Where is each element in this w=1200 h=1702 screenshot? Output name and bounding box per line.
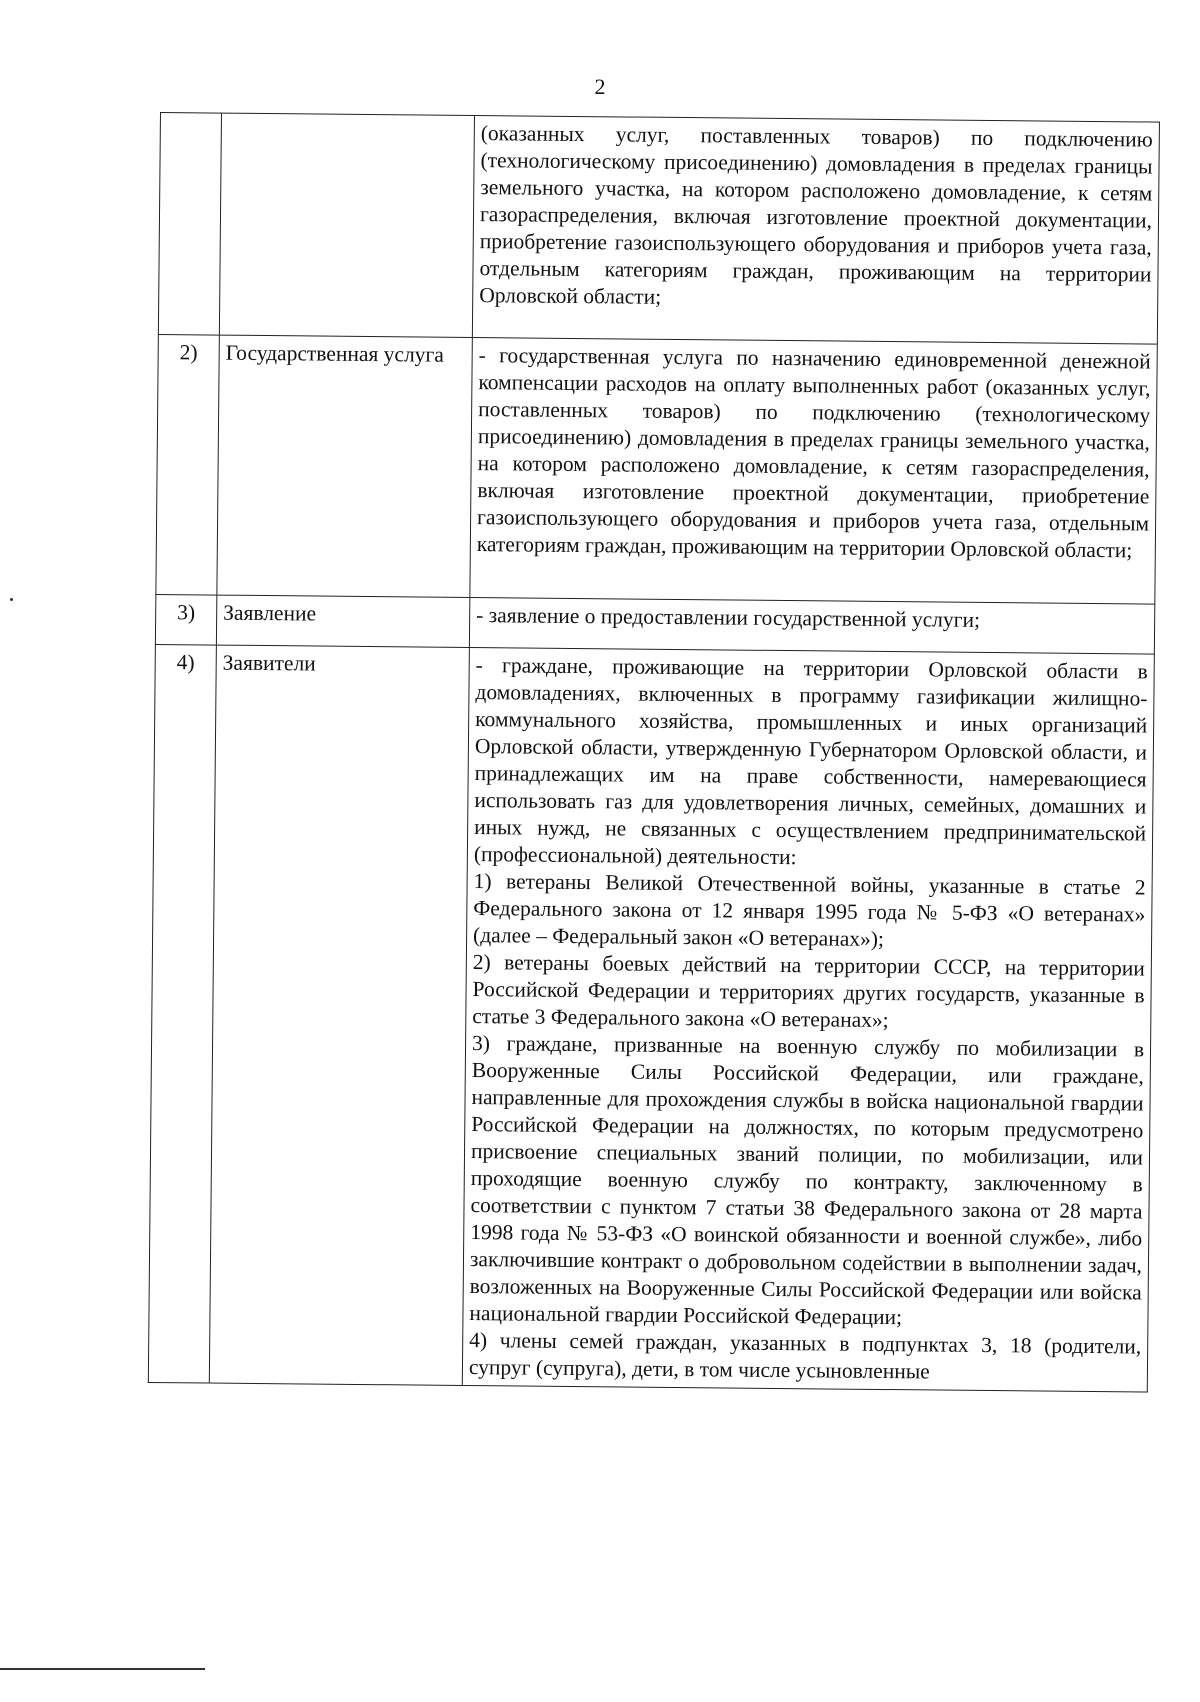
description-paragraph: - заявление о предоставлении государственной услуги;: [476, 603, 981, 632]
footnote-rule: [0, 1668, 205, 1670]
description-paragraph: 1) ветераны Великой Отечественной войны, указанные в статье 2 Федерального закона от 12 января 1995 года № 5-ФЗ «О ветеранах» (далее – Федеральный закон «О ветеранах»);: [472, 869, 1146, 951]
row-term: [219, 113, 474, 337]
page-number: 2: [594, 74, 606, 99]
row-number: 4): [148, 644, 216, 1383]
description-paragraph: - государственная услуга по назначению единовременной денежной компенсации расходов на оплату выполненных работ (оказанных услуг, поставленных товаров) по подключению (технологическому присоединению) домовладения в пределах границы земельного участка, на котором расположено домовладение, к сетям газораспределения, включая изготовление проектной документации, приобретение газоиспользующего оборудования и приборов учета газа, отдельным категориям граждан, проживающим на территории Орловской области;: [476, 343, 1151, 563]
row-number: [158, 113, 221, 336]
row-number: 2): [156, 334, 219, 595]
row-number: 3): [155, 594, 216, 645]
row-term: Заявление: [216, 595, 469, 647]
table-row: [148, 644, 1154, 1392]
row-description: [462, 647, 1154, 1392]
description-paragraph: - граждане, проживающие на территории Орловской области в домовладениях, включенных в программу газификации жилищно-коммунального хозяйства, промышленных и иных организаций Орловской области, утвержденную Губернатором Орловской области, и принадлежащих им на праве собственности, намеревающиеся использовать газ для удовлетворения личных, семейных, домашних и иных нужд, не связанных с осуществлением предпринимательской (профессиональной) деятельности:: [473, 653, 1148, 870]
table-row: [156, 334, 1157, 604]
row-description: [472, 116, 1159, 345]
row-description: [469, 597, 1154, 654]
description-paragraph: (оказанных услуг, поставленных товаров) по подключению (технологическому присоединению) домовладения в пределах границы земельного участка, на котором расположено домовладение, к сетям газораспределения, включая изготовление проектной документации, приобретение газоиспользующего оборудования и приборов учета газа, отдельным категориям граждан, проживающим на территории Орловской области;: [479, 121, 1153, 309]
description-paragraph: 3) граждане, призванные на военную службу по мобилизации в Вооруженные Силы Российской Федерации, или граждане, направленные для прохождения службы в войска национальной гвардии Российской Федерации на должностях, по которым предусмотрено присвоение специальных званий полиции, по мобилизации, или проходящие военную службу по контракту, заключенному в соответствии с пунктом 7 статьи 38 Федерального закона от 28 марта 1998 года № 53-ФЗ «О воинской обязанности и военной службе», либо заключившие контракт о добровольном содействии в выполнении задач, возложенных на Вооруженные Силы Российской Федерации или войска национальной гвардии Российской Федерации;: [469, 1031, 1145, 1330]
description-paragraph: 4) члены семей граждан, указанных в подпунктах 3, 18 (родители, супруг (супруга), дети, в том числе усыновленные: [468, 1328, 1142, 1384]
description-paragraph: 2) ветераны боевых действий на территории СССР, на территории Российской Федерации и территориях других государств, указанные в статье 3 Федерального закона «О ветеранах»;: [472, 950, 1145, 1033]
row-term: Заявители: [209, 645, 469, 1385]
row-description: [470, 338, 1157, 605]
scan-speck: [10, 598, 13, 601]
row-term: Государственная услуга: [217, 335, 472, 597]
definitions-table: [148, 112, 1160, 1393]
table-row: [158, 113, 1159, 345]
